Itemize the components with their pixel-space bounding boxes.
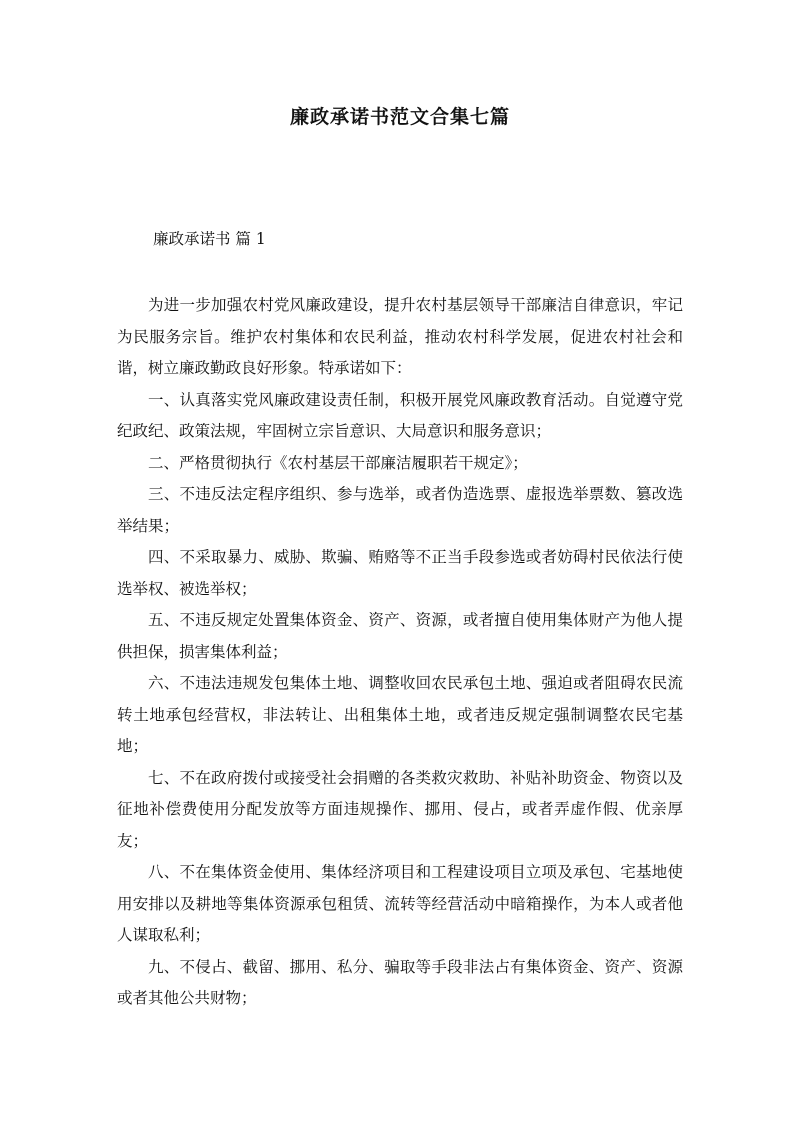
document-body [117,290,683,1015]
section-heading: 廉政承诺书 篇 1 [153,230,266,248]
paragraph-item-5: 五、不违反规定处置集体资金、资产、资源，或者擅自使用集体财产为他人提供担保，损害集体利益； [117,611,683,661]
paragraph-item-3: 三、不违反法定程序组织、参与选举，或者伪造选票、虚报选举票数、篡改选举结果； [117,485,683,535]
paragraph-item-8: 八、不在集体资金使用、集体经济项目和工程建设项目立项及承包、宅基地使用安排以及耕地等集体资源承包租赁、流转等经营活动中暗箱操作，为本人或者他人谋取私利； [117,863,683,944]
paragraph-item-4: 四、不采取暴力、威胁、欺骗、贿赂等不正当手段参选或者妨碍村民依法行使选举权、被选举权； [117,548,683,598]
paragraph-intro: 为进一步加强农村党风廉政建设，提升农村基层领导干部廉洁自律意识，牢记为民服务宗旨。维护农村集体和农民利益，推动农村科学发展，促进农村社会和谐，树立廉政勤政良好形象。特承诺如下： [117,296,683,377]
paragraph-item-9: 九、不侵占、截留、挪用、私分、骗取等手段非法占有集体资金、资产、资源或者其他公共财物； [117,957,683,1007]
paragraph-item-2: 二、严格贯彻执行《农村基层干部廉洁履职若干规定》； [148,453,528,472]
paragraph-item-1: 一、认真落实党风廉政建设责任制，积极开展党风廉政教育活动。自觉遵守党纪政纪、政策法规，牢固树立宗旨意识、大局意识和服务意识； [117,390,683,440]
paragraph-item-6: 六、不违法违规发包集体土地、调整收回农民承包土地、强迫或者阻碍农民流转土地承包经营权，非法转让、出租集体土地，或者违反规定强制调整农民宅基地； [117,674,683,755]
document-title: 廉政承诺书范文合集七篇 [289,106,510,128]
paragraph-item-7: 七、不在政府拨付或接受社会捐赠的各类救灾救助、补贴补助资金、物资以及征地补偿费使用分配发放等方面违规操作、挪用、侵占，或者弄虚作假、优亲厚友； [117,768,683,850]
